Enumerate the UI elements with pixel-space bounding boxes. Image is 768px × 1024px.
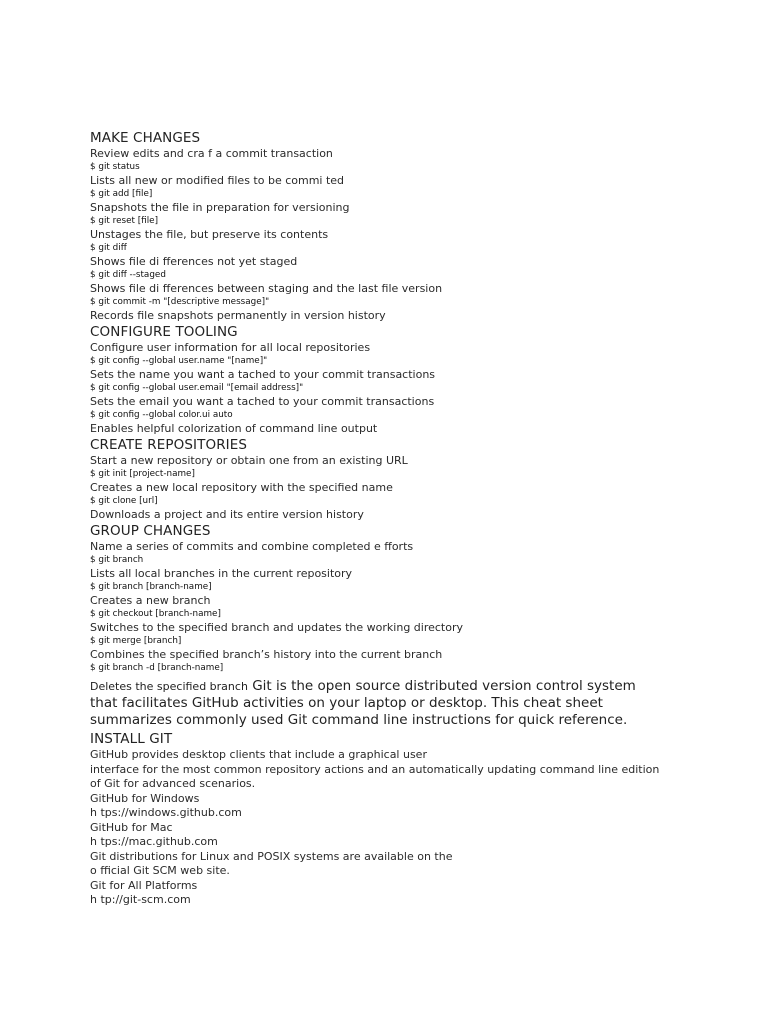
section-intro: Start a new repository or obtain one from an existing URL: [90, 454, 408, 467]
git-scm-link[interactable]: h tp://git-scm.com: [90, 893, 191, 906]
command-description: Creates a new branch: [90, 594, 211, 607]
command-description: Downloads a project and its entire version history: [90, 508, 364, 521]
command-description: Shows file di fferences not yet staged: [90, 255, 298, 268]
section-heading-create-repositories: CREATE REPOSITORIES: [90, 437, 248, 453]
section-intro: Name a series of commits and combine completed e fforts: [90, 540, 414, 553]
github-mac-link[interactable]: h tps://mac.github.com: [90, 835, 218, 848]
command-text: $ git reset [file]: [90, 216, 159, 226]
section-heading-make-changes: MAKE CHANGES: [90, 130, 201, 146]
intro-paragraph: [90, 678, 760, 729]
command-description: Snapshots the file in preparation for versioning: [90, 201, 350, 214]
command-description: Shows file di fferences between staging and the last file version: [90, 282, 443, 295]
intro-line-1: Git is the open source distributed version control system: [247, 678, 636, 694]
github-mac-label: GitHub for Mac: [90, 820, 173, 834]
command-description: Combines the specified branch’s history into the current branch: [90, 648, 443, 661]
section-heading-configure-tooling: CONFIGURE TOOLING: [90, 324, 238, 340]
command-description: Switches to the specified branch and updates the working directory: [90, 621, 464, 634]
command-text: $ git branch [branch-name]: [90, 582, 212, 592]
command-text: $ git merge [branch]: [90, 636, 182, 646]
command-text: $ git diff --staged: [90, 270, 166, 280]
command-description: Lists all local branches in the current repository: [90, 567, 353, 580]
command-text: $ git diff: [90, 243, 127, 253]
install-text-line: Git distributions for Linux and POSIX systems are available on the: [90, 849, 453, 863]
command-text: $ git add [file]: [90, 189, 153, 199]
github-windows-label: GitHub for Windows: [90, 791, 200, 805]
command-description: Unstages the file, but preserve its contents: [90, 228, 329, 241]
command-text: $ git branch -d [branch-name]: [90, 663, 224, 673]
command-description: Creates a new local repository with the specified name: [90, 481, 393, 494]
command-text: $ git config --global user.email "[email address]": [90, 383, 304, 393]
command-text: $ git status: [90, 162, 140, 172]
intro-line-3: summarizes commonly used Git command line instructions for quick reference.: [90, 712, 628, 728]
command-description: Enables helpful colorization of command line output: [90, 422, 378, 435]
install-text-line: of Git for advanced scenarios.: [90, 777, 256, 790]
command-description: Sets the name you want a tached to your commit transactions: [90, 368, 436, 381]
install-text-line: o fficial Git SCM web site.: [90, 864, 230, 877]
command-text: $ git init [project-name]: [90, 469, 195, 479]
section-heading-install-git: INSTALL GIT: [90, 731, 173, 747]
command-description: Sets the email you want a tached to your commit transactions: [90, 395, 435, 408]
command-text: $ git branch: [90, 555, 144, 565]
intro-line-2: that facilitates GitHub activities on your laptop or desktop. This cheat sheet: [90, 695, 603, 711]
command-text: $ git checkout [branch-name]: [90, 609, 221, 619]
section-intro: Review edits and cra f a commit transaction: [90, 147, 333, 160]
install-text-line: GitHub provides desktop clients that include a graphical user: [90, 748, 427, 761]
command-text: $ git config --global color.ui auto: [90, 410, 233, 420]
command-description: Lists all new or modified files to be commi ted: [90, 174, 345, 187]
section-heading-group-changes: GROUP CHANGES: [90, 523, 211, 539]
command-description: Records file snapshots permanently in version history: [90, 309, 386, 322]
command-text: $ git config --global user.name "[name]": [90, 356, 268, 366]
section-intro: Configure user information for all local repositories: [90, 341, 371, 354]
git-all-platforms-label: Git for All Platforms: [90, 878, 198, 892]
github-windows-link[interactable]: h tps://windows.github.com: [90, 806, 242, 819]
command-description: Deletes the specified branch: [90, 680, 248, 693]
command-text: $ git commit -m "[descriptive message]": [90, 297, 270, 307]
cheat-sheet-document: [90, 128, 760, 908]
install-text-line: interface for the most common repository actions and an automatically updating command line edition: [90, 762, 660, 776]
command-text: $ git clone [url]: [90, 496, 158, 506]
